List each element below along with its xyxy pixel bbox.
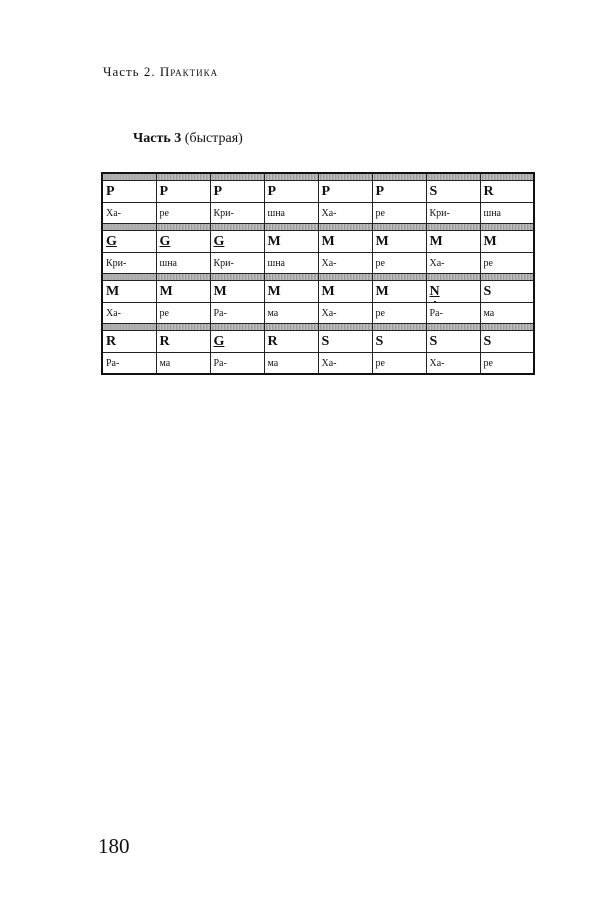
running-head	[103, 64, 218, 80]
note-cell	[480, 181, 534, 203]
syllable-cell: шна	[264, 253, 318, 274]
separator-cell	[318, 224, 372, 231]
note-letter: R	[267, 333, 278, 349]
separator-cell	[480, 173, 534, 181]
separator-cell	[372, 274, 426, 281]
syllable-cell: ма	[264, 353, 318, 375]
note-letter: G	[213, 333, 225, 349]
note-cell	[102, 181, 156, 203]
section-heading-rest: (быстрая)	[181, 131, 243, 146]
syllable-cell: Ра-	[426, 303, 480, 324]
separator-cell	[156, 324, 210, 331]
row-separator	[102, 224, 534, 231]
separator-cell	[102, 274, 156, 281]
section-heading	[133, 131, 243, 147]
separator-cell	[102, 224, 156, 231]
note-cell	[264, 281, 318, 303]
syllable-cell: шна	[264, 203, 318, 224]
syllable-cell: ре	[480, 253, 534, 274]
row-separator	[102, 173, 534, 181]
note-cell	[372, 331, 426, 353]
note-cell	[372, 231, 426, 253]
note-cell	[480, 231, 534, 253]
note-letter: N	[429, 283, 440, 299]
syllable-cell: Кри-	[210, 203, 264, 224]
separator-cell	[210, 274, 264, 281]
note-cell	[426, 231, 480, 253]
syllable-cell: Ха-	[318, 303, 372, 324]
syllable-cell: Ха-	[318, 203, 372, 224]
separator-cell	[480, 224, 534, 231]
separator-cell	[426, 324, 480, 331]
note-letter: P	[267, 183, 277, 199]
row-separator	[102, 274, 534, 281]
running-head-part: Часть 2.	[103, 64, 156, 79]
note-letter: M	[483, 233, 497, 249]
note-cell	[102, 281, 156, 303]
syllable-cell: ре	[372, 353, 426, 375]
syllable-cell: Ха-	[102, 203, 156, 224]
separator-cell	[426, 224, 480, 231]
note-cell	[156, 231, 210, 253]
note-letter: M	[213, 283, 227, 299]
note-letter: S	[429, 333, 438, 349]
note-cell	[372, 281, 426, 303]
note-letter: S	[483, 283, 492, 299]
note-letter: M	[321, 283, 335, 299]
note-cell	[426, 281, 480, 303]
separator-cell	[264, 324, 318, 331]
syllable-row	[102, 353, 534, 375]
syllable-cell: Ха-	[318, 353, 372, 375]
note-cell	[372, 181, 426, 203]
note-cell	[102, 231, 156, 253]
note-letter: P	[106, 183, 115, 199]
note-cell	[156, 181, 210, 203]
note-cell	[426, 181, 480, 203]
separator-cell	[480, 324, 534, 331]
notation-table-body	[102, 173, 534, 374]
note-letter: M	[106, 283, 120, 299]
note-cell	[102, 331, 156, 353]
note-cell	[210, 231, 264, 253]
note-letter: S	[321, 333, 330, 349]
syllable-cell: ма	[156, 353, 210, 375]
syllable-cell: ре	[372, 203, 426, 224]
note-letter: S	[483, 333, 492, 349]
syllable-cell: ре	[480, 353, 534, 375]
note-cell	[156, 281, 210, 303]
note-letter: M	[159, 283, 173, 299]
note-cell	[264, 231, 318, 253]
running-head-title: Практика	[159, 64, 219, 79]
note-cell	[318, 231, 372, 253]
separator-cell	[210, 324, 264, 331]
separator-cell	[372, 173, 426, 181]
note-letter: S	[429, 183, 438, 199]
note-letter: M	[321, 233, 335, 249]
section-heading-bold: Часть 3	[133, 131, 182, 146]
separator-cell	[156, 274, 210, 281]
syllable-row	[102, 253, 534, 274]
note-letter: S	[375, 333, 384, 349]
syllable-cell: Ха-	[318, 253, 372, 274]
note-row	[102, 181, 534, 203]
syllable-cell: Ра-	[102, 353, 156, 375]
separator-cell	[318, 274, 372, 281]
syllable-cell: ре	[372, 303, 426, 324]
note-cell	[426, 331, 480, 353]
note-letter: M	[429, 233, 443, 249]
note-cell	[480, 331, 534, 353]
separator-cell	[426, 173, 480, 181]
note-letter: M	[375, 233, 389, 249]
separator-cell	[210, 173, 264, 181]
separator-cell	[426, 274, 480, 281]
note-row	[102, 231, 534, 253]
note-letter: P	[375, 183, 385, 199]
separator-cell	[264, 274, 318, 281]
note-cell	[264, 181, 318, 203]
note-cell	[480, 281, 534, 303]
note-letter: P	[213, 183, 223, 199]
note-letter: M	[267, 233, 281, 249]
syllable-row	[102, 203, 534, 224]
syllable-cell: ма	[264, 303, 318, 324]
note-letter: R	[106, 333, 117, 349]
note-cell	[318, 331, 372, 353]
note-cell	[210, 331, 264, 353]
separator-cell	[318, 324, 372, 331]
separator-cell	[372, 224, 426, 231]
separator-cell	[480, 274, 534, 281]
separator-cell	[264, 224, 318, 231]
note-cell	[210, 281, 264, 303]
syllable-cell: шна	[480, 203, 534, 224]
note-row	[102, 281, 534, 303]
note-letter: G	[159, 233, 171, 249]
page-number: 180	[98, 834, 130, 858]
note-letter: P	[159, 183, 169, 199]
syllable-cell: ма	[480, 303, 534, 324]
note-cell	[318, 281, 372, 303]
syllable-cell: Ра-	[210, 353, 264, 375]
separator-cell	[210, 224, 264, 231]
separator-cell	[318, 173, 372, 181]
note-cell	[210, 181, 264, 203]
note-cell	[264, 331, 318, 353]
syllable-cell: Ха-	[426, 353, 480, 375]
syllable-cell: Ха-	[426, 253, 480, 274]
syllable-cell: ре	[156, 203, 210, 224]
note-letter: P	[321, 183, 331, 199]
note-row	[102, 331, 534, 353]
separator-cell	[102, 324, 156, 331]
separator-cell	[156, 173, 210, 181]
notation-table	[101, 172, 535, 375]
syllable-cell: Кри-	[210, 253, 264, 274]
syllable-cell: Кри-	[426, 203, 480, 224]
note-letter: G	[213, 233, 225, 249]
note-letter: R	[159, 333, 170, 349]
note-letter: G	[106, 233, 117, 249]
note-letter: M	[375, 283, 389, 299]
separator-cell	[264, 173, 318, 181]
separator-cell	[156, 224, 210, 231]
note-cell	[318, 181, 372, 203]
row-separator	[102, 324, 534, 331]
note-cell	[156, 331, 210, 353]
syllable-cell: Кри-	[102, 253, 156, 274]
note-letter: R	[483, 183, 494, 199]
syllable-cell: Ха-	[102, 303, 156, 324]
syllable-cell: шна	[156, 253, 210, 274]
separator-cell	[372, 324, 426, 331]
syllable-row	[102, 303, 534, 324]
syllable-cell: Ра-	[210, 303, 264, 324]
syllable-cell: ре	[156, 303, 210, 324]
note-letter: M	[267, 283, 281, 299]
syllable-cell: ре	[372, 253, 426, 274]
separator-cell	[102, 173, 156, 181]
